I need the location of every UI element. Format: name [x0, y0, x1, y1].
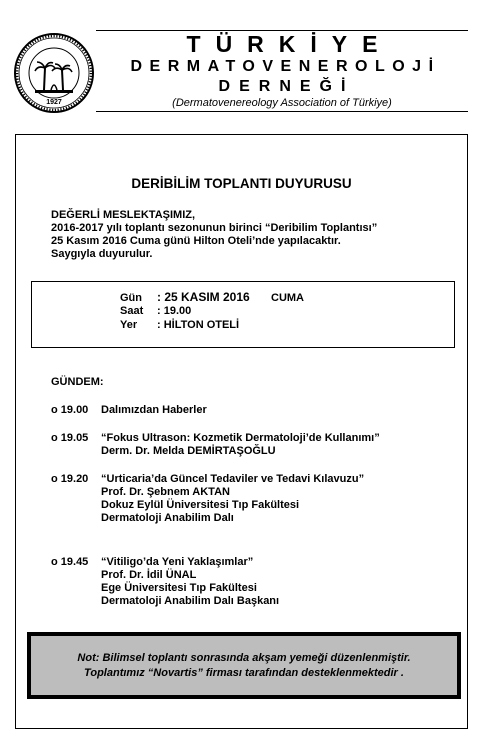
agenda-time: o 19.00: [51, 404, 89, 416]
header-bottom-rule: [96, 111, 468, 112]
agenda-line: Prof. Dr. İdil ÜNAL: [101, 569, 197, 581]
association-seal-icon: [13, 32, 95, 114]
detail-label-place: Yer: [120, 319, 138, 331]
agenda-heading: GÜNDEM:: [51, 376, 104, 388]
detail-label-day: Gün: [120, 292, 142, 304]
body-line: 2016-2017 yılı toplantı sezonunun birinci “Deribilim Toplantısı”: [51, 222, 378, 234]
body-line: Saygıyla duyurulur.: [51, 248, 153, 260]
agenda-line: Derm. Dr. Melda DEMİRTAŞOĞLU: [101, 445, 276, 457]
header-line-1: TÜRKİYE: [186, 31, 393, 57]
agenda-time: o 19.45: [51, 556, 89, 568]
header-subtitle: (Dermatovenereology Association of Türkiye): [172, 97, 392, 109]
header-line-2: DERMATOVENEROLOJİ: [130, 58, 441, 75]
agenda-title: Dalımızdan Haberler: [101, 404, 207, 416]
agenda-title: “Vitiligo’da Yeni Yaklaşımlar”: [101, 556, 254, 568]
agenda-line: Prof. Dr. Şebnem AKTAN: [101, 486, 230, 498]
agenda-line: Dokuz Eylül Üniversitesi Tıp Fakültesi: [101, 499, 300, 511]
detail-label-time: Saat: [120, 305, 144, 317]
detail-value-time: : 19.00: [157, 305, 192, 317]
agenda-title: “Urticaria’da Güncel Tedaviler ve Tedavi Kılavuzu”: [101, 473, 365, 485]
agenda-title: “Fokus Ultrason: Kozmetik Dermatoloji’de Kullanımı”: [101, 432, 380, 444]
note-line-2: Toplantımız “Novartis” firması tarafından desteklenmektedir .: [84, 667, 404, 679]
agenda-line: Dermatoloji Anabilim Dalı Başkanı: [101, 595, 280, 607]
note-line-1: Not: Bilimsel toplantı sonrasında akşam yemeği düzenlenmiştir.: [77, 652, 411, 664]
announcement-title: DERİBİLİM TOPLANTI DUYURUSU: [131, 176, 352, 191]
greeting: DEĞERLİ MESLEKTAŞIMIZ,: [51, 209, 196, 221]
header-line-3: DERNEĞİ: [218, 78, 355, 95]
detail-value-place: : HİLTON OTELİ: [157, 319, 240, 331]
agenda-time: o 19.05: [51, 432, 89, 444]
detail-extra-day: CUMA: [271, 292, 304, 304]
body-line: 25 Kasım 2016 Cuma günü Hilton Oteli’nde yapılacaktır.: [51, 235, 341, 247]
seal-year: 1927: [46, 99, 62, 106]
agenda-line: Ege Üniversitesi Tıp Fakültesi: [101, 582, 257, 594]
agenda-line: Dermatoloji Anabilim Dalı: [101, 512, 234, 524]
agenda-time: o 19.20: [51, 473, 89, 485]
detail-value-day: : 25 KASIM 2016: [157, 290, 250, 304]
note-box: [27, 632, 461, 699]
